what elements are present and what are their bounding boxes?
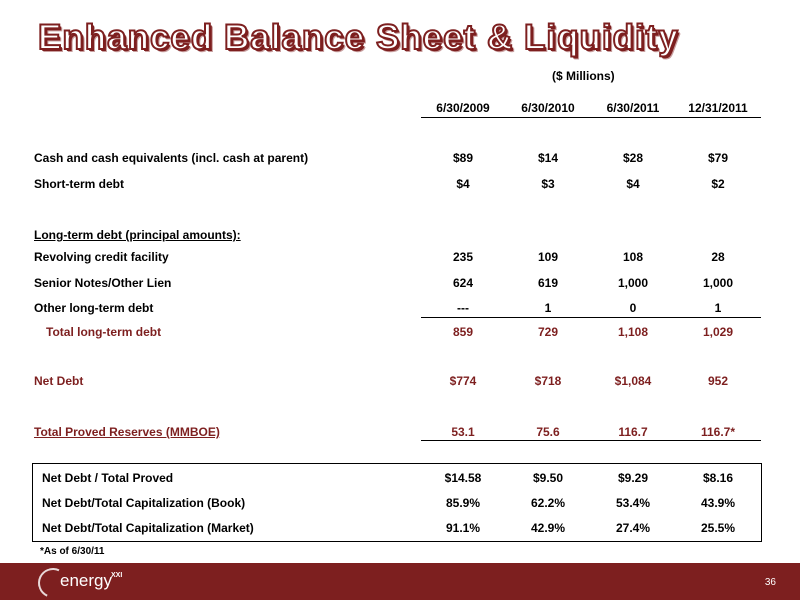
row-long-term-debt-header — [34, 228, 774, 246]
cell: --- — [457, 301, 469, 315]
units-label: ($ Millions) — [552, 69, 615, 83]
row-cash — [34, 151, 774, 169]
row-label: Total Proved Reserves (MMBOE) — [34, 425, 220, 439]
row-label: Other long-term debt — [34, 301, 154, 315]
cell: 53.4% — [615, 496, 651, 510]
row-total-long-term-debt — [34, 325, 774, 343]
row-net-debt-cap-market — [42, 521, 782, 539]
cell: 116.7* — [700, 425, 736, 439]
cell: $9.29 — [617, 471, 649, 485]
row-net-debt — [34, 374, 774, 392]
cell: 1,029 — [702, 325, 734, 339]
page-number: 36 — [764, 577, 776, 588]
row-label: Total long-term debt — [46, 325, 162, 339]
footer-bar — [0, 563, 800, 600]
slide-title: Enhanced Balance Sheet & Liquidity — [38, 18, 679, 57]
cell: $14.58 — [444, 471, 482, 485]
row-senior-notes — [34, 276, 774, 294]
column-header-3: 6/30/2011 — [606, 101, 660, 115]
row-label: Net Debt — [34, 374, 84, 388]
cell: 75.6 — [536, 425, 560, 439]
cell: 42.9% — [530, 521, 566, 535]
cell: 0 — [629, 301, 637, 315]
row-label: Net Debt/Total Capitalization (Market) — [42, 521, 254, 535]
cell: 1,000 — [702, 276, 734, 290]
footnote: *As of 6/30/11 — [40, 546, 105, 557]
cell: 624 — [452, 276, 474, 290]
cell: 25.5% — [700, 521, 736, 535]
cell: $89 — [452, 151, 474, 165]
row-label: Revolving credit facility — [34, 250, 169, 264]
column-header-2: 6/30/2010 — [521, 101, 575, 115]
cell: $79 — [707, 151, 729, 165]
cell: 108 — [622, 250, 644, 264]
row-label: Net Debt/Total Capitalization (Book) — [42, 496, 246, 510]
column-header-4: 12/31/2011 — [688, 101, 748, 115]
cell: 85.9% — [445, 496, 481, 510]
row-net-debt-total-proved — [42, 471, 782, 489]
cell: 43.9% — [700, 496, 736, 510]
cell: 27.4% — [615, 521, 651, 535]
cell: 235 — [452, 250, 474, 264]
cell: 859 — [452, 325, 474, 339]
cell: 53.1 — [451, 425, 475, 439]
header-divider — [421, 117, 761, 118]
cell: $28 — [622, 151, 644, 165]
row-net-debt-cap-book — [42, 496, 782, 514]
cell: $2 — [711, 177, 725, 191]
cell: $774 — [449, 374, 477, 388]
cell: 109 — [537, 250, 559, 264]
cell: $1,084 — [614, 374, 652, 388]
subtotal-divider — [421, 317, 761, 318]
cell: $4 — [456, 177, 470, 191]
row-label: Cash and cash equivalents (incl. cash at parent) — [34, 151, 309, 165]
cell: $14 — [537, 151, 559, 165]
row-revolver — [34, 250, 774, 268]
cell: $4 — [626, 177, 640, 191]
cell: $718 — [534, 374, 562, 388]
cell: 116.7 — [618, 425, 648, 439]
row-short-term-debt — [34, 177, 774, 195]
section-label: Long-term debt (principal amounts): — [34, 228, 241, 242]
cell: 1 — [544, 301, 552, 315]
company-logo-suffix: XXI — [111, 572, 123, 579]
cell: 1,108 — [617, 325, 649, 339]
reserves-divider — [421, 440, 761, 441]
cell: 952 — [707, 374, 729, 388]
cell: 619 — [537, 276, 559, 290]
company-logo: energy — [60, 571, 112, 590]
cell: 1 — [714, 301, 722, 315]
column-header-1: 6/30/2009 — [436, 101, 490, 115]
cell: $3 — [541, 177, 555, 191]
cell: 729 — [537, 325, 559, 339]
cell: 62.2% — [530, 496, 566, 510]
cell: 1,000 — [617, 276, 649, 290]
cell: $8.16 — [702, 471, 734, 485]
cell: 28 — [711, 250, 725, 264]
row-label: Short-term debt — [34, 177, 124, 191]
row-label: Senior Notes/Other Lien — [34, 276, 172, 290]
row-label: Net Debt / Total Proved — [42, 471, 174, 485]
cell: $9.50 — [532, 471, 564, 485]
cell: 91.1% — [445, 521, 481, 535]
